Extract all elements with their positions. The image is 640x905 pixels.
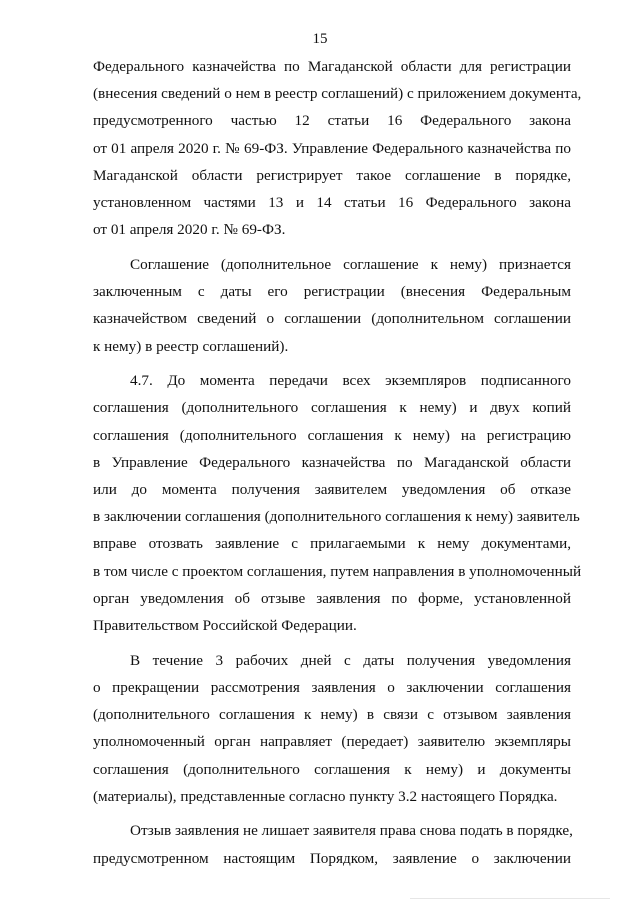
text-line: от 01 апреля 2020 г. № 69-ФЗ. Управление Федерального казначейства по xyxy=(93,139,571,157)
text-line: Отзыв заявления не лишает заявителя права снова подать в порядке, xyxy=(130,822,573,840)
text-line: установленном частями 13 и 14 статьи 16 Федерального закона xyxy=(93,194,571,212)
text-line: (материалы), представленные согласно пункту 3.2 настоящего Порядка. xyxy=(93,787,558,805)
paragraph-3 xyxy=(93,367,582,639)
footer-divider xyxy=(410,898,610,899)
text-line: соглашения (дополнительного соглашения к нему) на регистрацию xyxy=(93,426,571,444)
text-line: к нему) в реестр соглашений). xyxy=(93,337,289,355)
text-line: предусмотренного частью 12 статьи 16 Федерального закона xyxy=(93,112,571,130)
text-line: (дополнительного соглашения к нему) в связи с отзывом заявления xyxy=(93,706,571,724)
text-line: в Управление Федерального казначейства по Магаданской области xyxy=(93,453,571,471)
text-line: или до момента получения заявителем уведомления об отказе xyxy=(93,481,571,499)
text-line: 4.7. До момента передачи всех экземпляров подписанного xyxy=(130,372,571,390)
text-line: уполномоченный орган направляет (передает) заявителю экземпляры xyxy=(93,733,571,751)
text-line: о прекращении рассмотрения заявления о заключении соглашения xyxy=(93,678,571,696)
text-line: Магаданской области регистрирует такое соглашение в порядке, xyxy=(93,166,571,184)
text-line: Федерального казначейства по Магаданской области для регистрации xyxy=(93,58,571,75)
text-line: Соглашение (дополнительное соглашение к нему) признается xyxy=(130,255,571,273)
text-line: казначейством сведений о соглашении (дополнительном соглашении xyxy=(93,310,571,328)
text-line: Правительством Российской Федерации. xyxy=(93,617,357,635)
paragraph-5 xyxy=(93,817,571,871)
document-body xyxy=(93,53,582,872)
text-line: заключенным с даты его регистрации (внесения Федеральным xyxy=(93,283,571,301)
text-line: В течение 3 рабочих дней с даты получения уведомления xyxy=(130,651,571,669)
text-line: в заключении соглашения (дополнительного соглашения к нему) заявитель xyxy=(93,508,580,526)
text-line: в том числе с проектом соглашения, путем направления в уполномоченный xyxy=(93,562,582,580)
paragraph-1 xyxy=(93,53,582,243)
text-line: соглашения (дополнительного соглашения к нему) и двух копий xyxy=(93,399,571,417)
paragraph-2 xyxy=(93,251,571,360)
paragraph-4 xyxy=(93,647,571,810)
page-number: 15 xyxy=(312,31,328,47)
text-line: (внесения сведений о нем в реестр соглашений) с приложением документа, xyxy=(93,85,582,103)
text-line: вправе отозвать заявление с прилагаемыми к нему документами, xyxy=(93,535,571,553)
text-line: предусмотренном настоящим Порядком, заявление о заключении xyxy=(93,849,571,867)
text-line: соглашения (дополнительного соглашения к нему) и документы xyxy=(93,760,571,778)
text-line: орган уведомления об отзыве заявления по форме, установленной xyxy=(93,589,571,607)
text-line: от 01 апреля 2020 г. № 69-ФЗ. xyxy=(93,221,286,239)
